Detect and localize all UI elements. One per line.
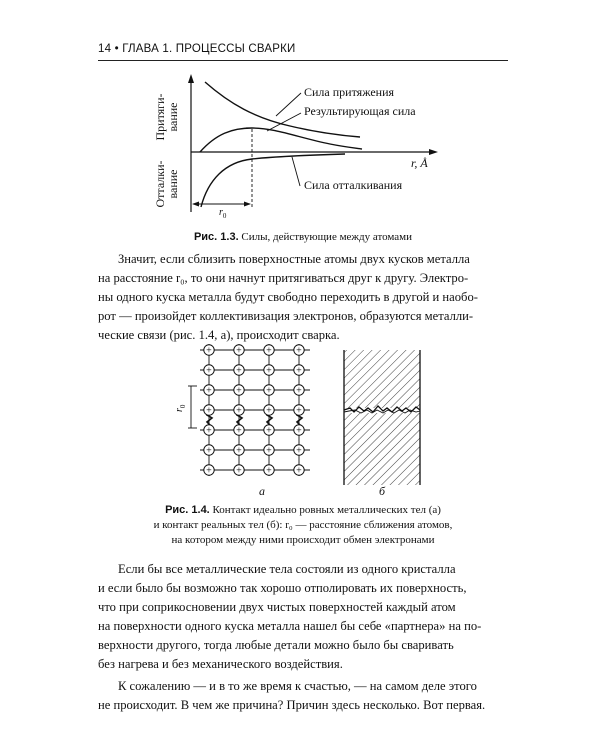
- para2-line-1: Если бы все металлические тела состояли из одного кристалла: [118, 562, 456, 576]
- para2-line-4: на поверхности одного куска металла нашел бы себе «партнера» на по-: [98, 619, 482, 633]
- ion-symbol: +: [236, 425, 242, 437]
- ion-symbol: +: [266, 445, 272, 457]
- ion-symbol: +: [206, 345, 212, 357]
- ion-symbol: +: [206, 425, 212, 437]
- ion-symbol: +: [296, 425, 302, 437]
- leader-attraction: [276, 93, 301, 116]
- ion-symbol: +: [296, 405, 302, 417]
- x-axis-label: r, Å: [411, 156, 428, 170]
- fig14-caption-line-3: на котором между ними происходит обмен электронами: [171, 534, 435, 546]
- fig14-label-b: б: [378, 484, 386, 498]
- fig14-caption-line-1: [165, 504, 441, 516]
- fig14-caption-line1-text: Контакт идеально ровных металлических тел (а): [212, 504, 441, 516]
- ion-symbol: +: [206, 405, 212, 417]
- para3-line-1: К сожалению — и в то же время к счастью, — на самом деле этого: [118, 679, 477, 693]
- figure-1-4-caption: [98, 503, 508, 548]
- fig13-caption-bold: Рис. 1.3.: [193, 231, 239, 243]
- ion-symbol: +: [206, 465, 212, 477]
- para1-line-4: рот — произойдет коллективизация электронов, образуются металли-: [98, 309, 474, 323]
- fig13-y-arrow: [188, 74, 194, 83]
- ion-symbol: +: [236, 345, 242, 357]
- figure-1-4: [0, 340, 600, 500]
- para3-line-2: не происходит. В чем же причина? Причин здесь несколько. Вот первая.: [98, 698, 486, 712]
- fig13-caption-text: Силы, действующие между атомами: [241, 231, 413, 243]
- fig14-label-a: а: [259, 484, 265, 498]
- para1-line-2: на расстояние r₀, то они начнут притягиваться друг к другу. Электро-: [98, 271, 469, 285]
- r0-arrow-left: [192, 202, 199, 207]
- para1-line-5: ческие связи (рис. 1.4, а), происходит сварка.: [98, 328, 340, 342]
- label-attraction-force: Сила притяжения: [304, 85, 395, 99]
- ion-symbol: +: [266, 405, 272, 417]
- header-separator: •: [114, 43, 119, 55]
- fig13-r0-label: $r_0$: [219, 207, 227, 220]
- ion-symbol: +: [236, 445, 242, 457]
- label-resulting-force: Результирующая сила: [304, 104, 416, 118]
- ion-symbol: +: [206, 385, 212, 397]
- fig13-ylabel-attraction-1: Притяги-: [153, 93, 167, 141]
- ion-symbol: +: [236, 465, 242, 477]
- header-rule: [98, 60, 508, 61]
- fig13-ylabel-attraction-2: вание: [166, 102, 180, 132]
- label-repulsion-force: Сила отталкивания: [304, 178, 403, 192]
- r0-arrow-right: [244, 202, 251, 207]
- paragraph-3: [98, 677, 508, 715]
- figure-1-3-caption: [98, 230, 508, 245]
- real-contact-upper-body: [344, 350, 420, 408]
- ion-symbol: +: [236, 365, 242, 377]
- fig13-x-arrow: [429, 149, 438, 155]
- paragraph-1: [98, 250, 508, 345]
- paragraph-2: [98, 560, 508, 674]
- ion-symbol: +: [236, 385, 242, 397]
- ion-symbol: +: [266, 465, 272, 477]
- ion-symbol: +: [296, 385, 302, 397]
- fig14-caption-line-2: и контакт реальных тел (б): r₀ — расстояние сближения атомов,: [153, 519, 453, 531]
- para2-line-6: без нагрева и без механического воздействия.: [98, 657, 343, 671]
- ion-symbol: +: [206, 365, 212, 377]
- chapter-title: ГЛАВА 1. ПРОЦЕССЫ СВАРКИ: [122, 43, 296, 55]
- para1-line-3: ны одного куска металла будут свободно переходить в другой и наобо-: [98, 290, 478, 304]
- fig13-ylabel-repulsion-1: Отталки-: [153, 160, 167, 208]
- ion-symbol: +: [236, 405, 242, 417]
- leader-result: [267, 113, 301, 131]
- ion-symbol: +: [296, 365, 302, 377]
- para2-line-3: что при соприкосновении двух чистых поверхностей каждый атом: [98, 600, 456, 614]
- ion-symbol: +: [296, 345, 302, 357]
- ion-symbol: +: [266, 365, 272, 377]
- para2-line-5: верхности другого, тогда любые детали можно было бы сваривать: [98, 638, 454, 652]
- ion-symbol: +: [266, 425, 272, 437]
- fig14-r0-label: $r_0$: [174, 404, 187, 412]
- ion-symbol: +: [296, 465, 302, 477]
- ion-symbol: +: [206, 445, 212, 457]
- ion-symbol: +: [266, 385, 272, 397]
- ion-symbol: +: [296, 445, 302, 457]
- leader-repulsion: [292, 157, 300, 186]
- running-header: [98, 43, 508, 55]
- resulting-force-curve: [200, 128, 362, 152]
- fig14-caption-bold: Рис. 1.4.: [165, 504, 210, 516]
- ion-symbol: +: [266, 345, 272, 357]
- ideal-contact-lattice: [200, 344, 310, 477]
- fig13-ylabel-repulsion-2: вание: [166, 169, 180, 199]
- page-number: 14: [98, 43, 112, 55]
- real-contact-lower-body: [344, 413, 420, 485]
- para1-line-1: Значит, если сблизить поверхностные атомы двух кусков металла: [118, 252, 470, 266]
- para2-line-2: и если было бы возможно так хорошо отполировать их поверхность,: [98, 581, 467, 595]
